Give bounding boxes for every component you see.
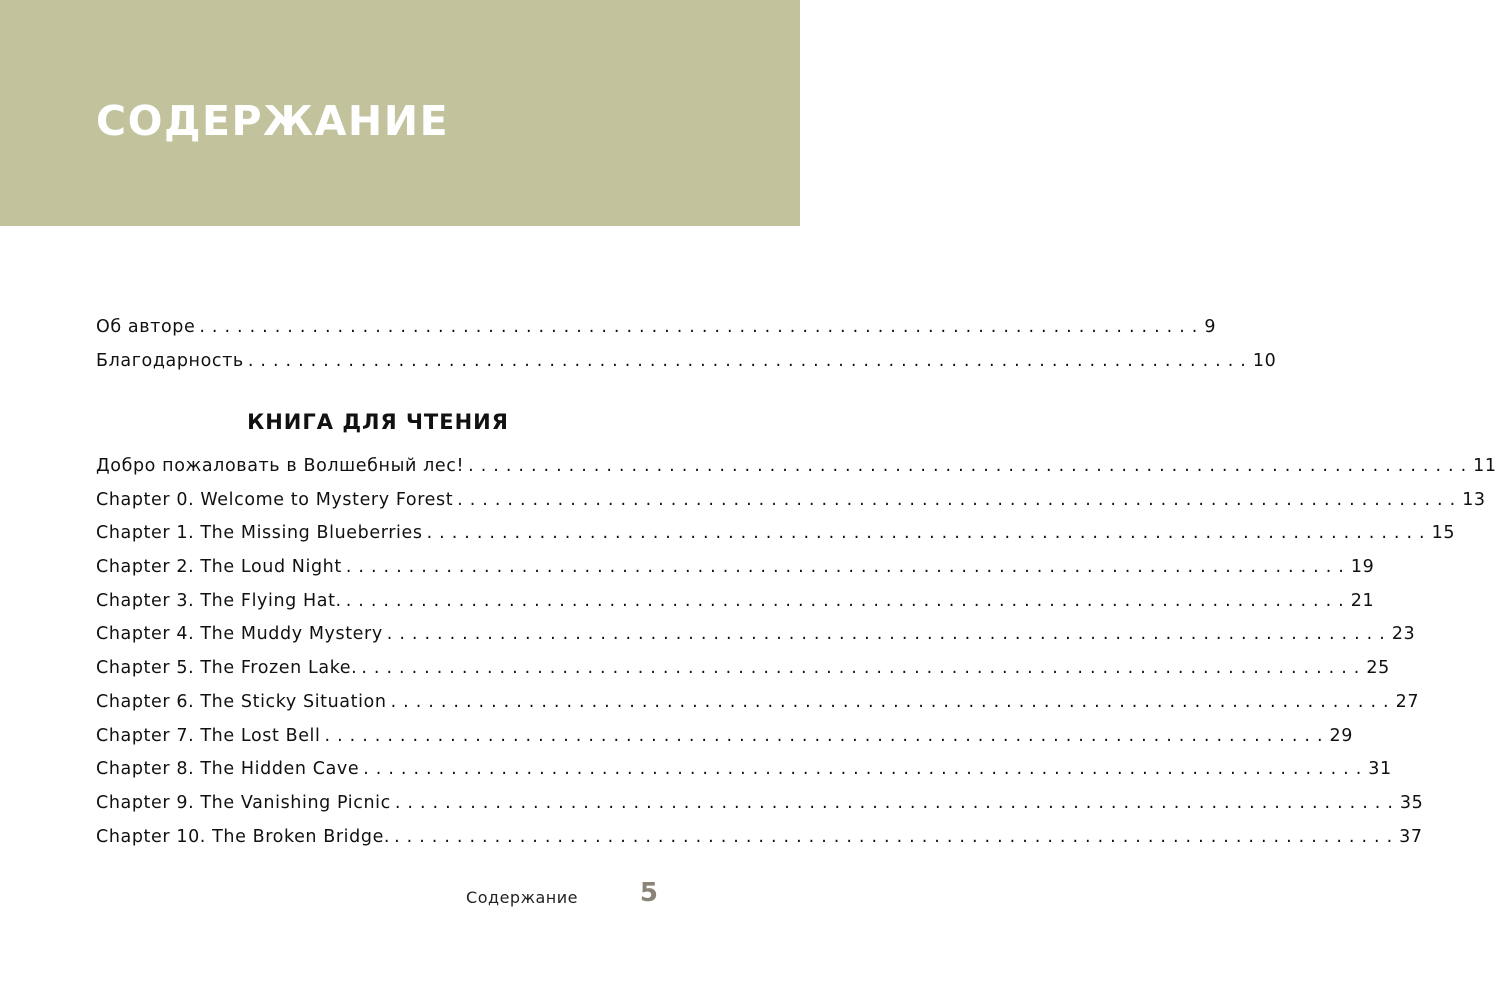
toc-leader-dots: ................................................................................ [363,759,1369,780]
toc-leader-dots: ................................................................................ [468,456,1474,476]
toc-entry[interactable] [96,624,1416,658]
toc-entry-page: 19 [1350,557,1375,578]
page-footer [96,878,660,918]
toc-leader-dots: ................................................................................ [324,725,1330,746]
toc-entry-page: 15 [1431,523,1456,544]
toc-entry-title: Chapter 6. The Sticky Situation [96,691,387,712]
toc-entry[interactable] [96,456,1497,490]
toc-leader-dots: ................................................................................ [394,792,1400,813]
front-matter-list [96,317,1277,384]
section-heading: КНИГА ДЛЯ ЧТЕНИЯ [247,410,509,434]
toc-entry[interactable] [96,350,1277,385]
toc-entry-page: 27 [1395,691,1420,712]
running-footer-label: Содержание [466,888,578,907]
toc-entry[interactable] [96,725,1353,760]
toc-entry-title: Chapter 3. The Flying Hat. [96,590,342,611]
toc-entry-page: 35 [1399,792,1424,813]
toc-entry-page: 13 [1462,489,1486,510]
toc-entry-title: Chapter 8. The Hidden Cave [96,759,360,780]
toc-entry-title: Chapter 2. The Loud Night [96,557,342,578]
toc-leader-dots: ................................................................................ [247,350,1253,371]
toc-leader-dots: ................................................................................ [199,317,1205,337]
toc-entry[interactable] [96,691,1420,726]
toc-entry-page: 10 [1252,350,1277,371]
toc-entry[interactable] [96,590,1375,625]
toc-leader-dots: ................................................................................ [394,826,1400,847]
toc-entry[interactable] [96,826,1423,861]
toc-entry-page: 21 [1350,590,1375,611]
toc-entry-title: Добро пожаловать в Волшебный лес! [96,456,465,476]
page-number: 5 [639,878,658,908]
toc-leader-dots: ................................................................................ [345,590,1351,611]
toc-entry-page: 11 [1473,456,1497,476]
toc-entry-title: Chapter 0. Welcome to Mystery Forest [96,489,454,510]
toc-entry-page: 25 [1366,658,1390,679]
toc-entry-title: Об авторе [96,317,196,337]
toc-leader-dots: ................................................................................ [426,523,1432,544]
toc-entry[interactable] [96,317,1217,351]
toc-entry[interactable] [96,792,1424,827]
toc-entry[interactable] [96,489,1486,524]
toc-leader-dots: ................................................................................ [457,489,1463,510]
toc-entry-page: 9 [1204,317,1217,337]
toc-leader-dots: ................................................................................ [390,691,1396,712]
toc-entry-title: Chapter 7. The Lost Bell [96,725,321,746]
toc-entry[interactable] [96,658,1390,692]
reader-entries-list [96,456,1497,860]
toc-leader-dots: ................................................................................ [386,624,1392,645]
toc-entry[interactable] [96,759,1392,793]
toc-entry[interactable] [96,523,1456,557]
toc-entry-title: Chapter 4. The Muddy Mystery [96,624,383,645]
toc-leader-dots: ................................................................................ [361,658,1367,679]
toc-entry-page: 31 [1368,759,1392,780]
toc-entry-page: 29 [1329,725,1353,746]
toc-entry-page: 37 [1399,826,1423,847]
toc-entry-title: Chapter 1. The Missing Blueberries [96,523,423,544]
page-title: СОДЕРЖАНИЕ [96,97,450,145]
header-band [0,0,800,226]
toc-entry[interactable] [96,557,1375,591]
toc-entry-title: Благодарность [96,350,244,371]
toc-entry-title: Chapter 9. The Vanishing Picnic [96,792,391,813]
toc-entry-page: 23 [1391,624,1416,645]
toc-leader-dots: ................................................................................ [345,557,1351,578]
toc-entry-title: Chapter 5. The Frozen Lake. [96,658,358,679]
toc-entry-title: Chapter 10. The Broken Bridge. [96,826,391,847]
